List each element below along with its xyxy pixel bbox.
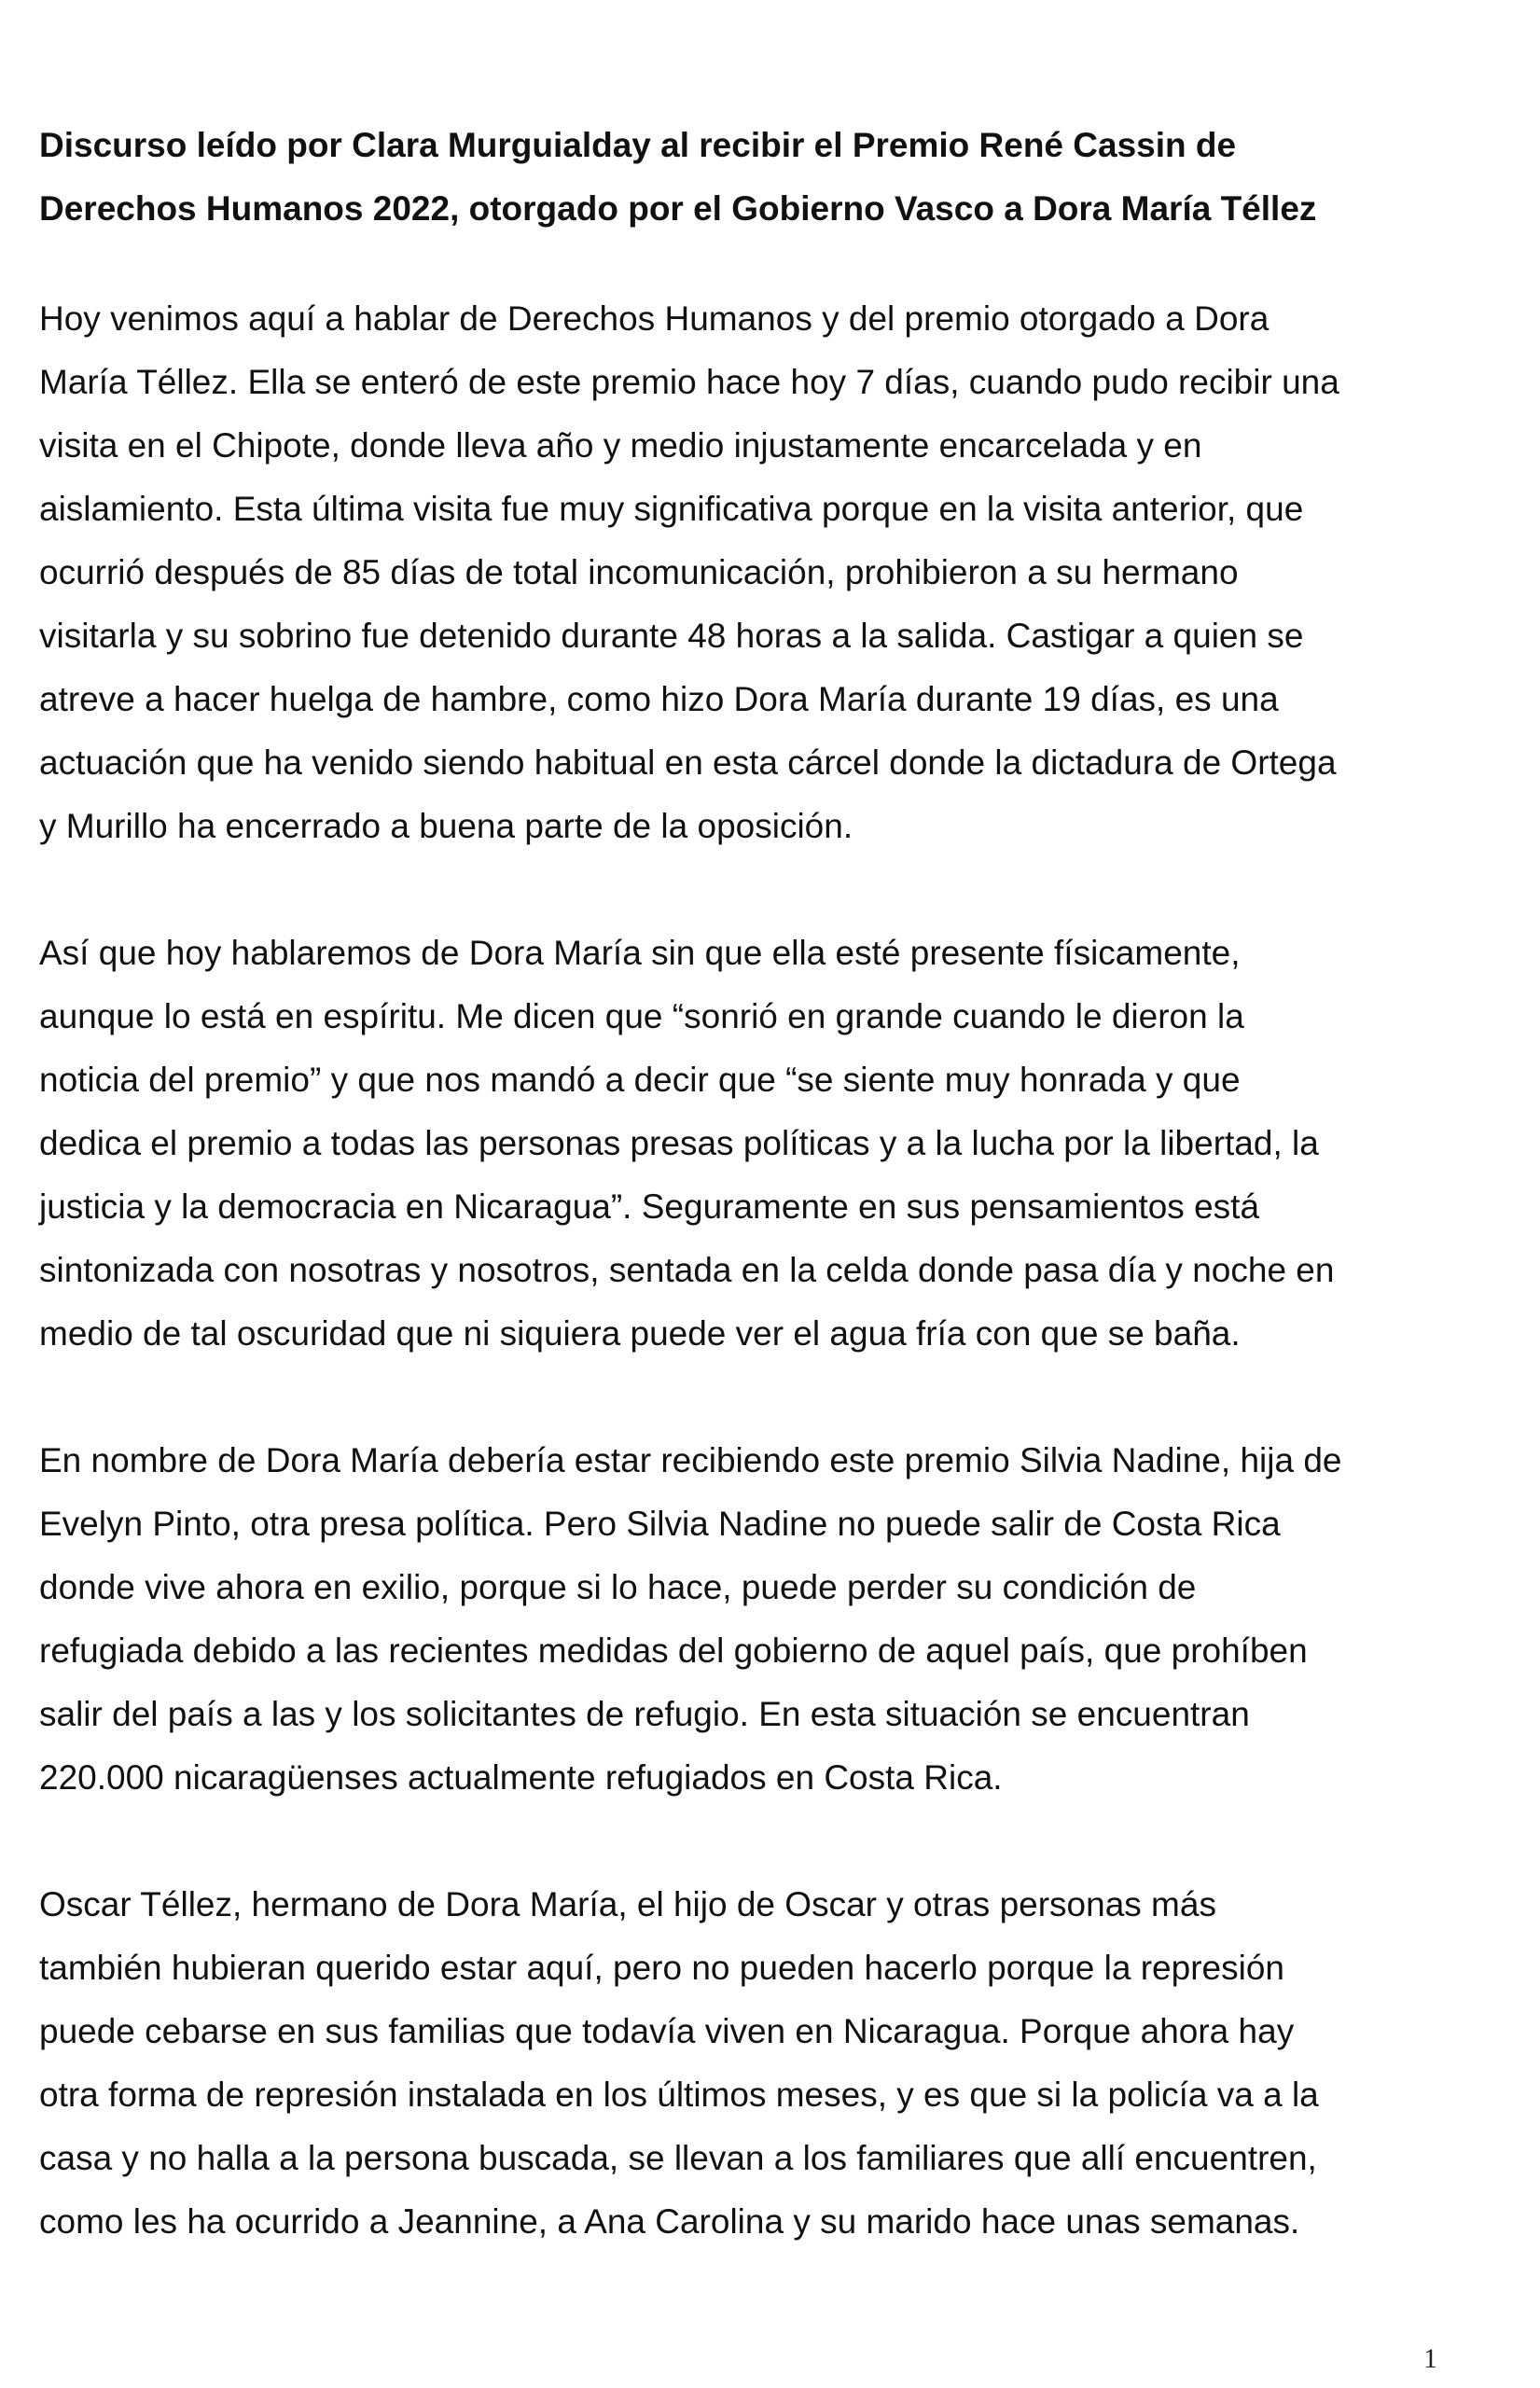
paragraph xyxy=(39,922,1476,1366)
paragraph xyxy=(39,287,1476,858)
paragraph-line: María Téllez. Ella se enteró de este premio hace hoy 7 días, cuando pudo recibir una xyxy=(39,363,1339,401)
paragraph-line: medio de tal oscuridad que ni siquiera puede ver el agua fría con que se baña. xyxy=(39,1314,1241,1353)
paragraphs xyxy=(39,287,1476,2254)
paragraph-line: como les ha ocurrido a Jeannine, a Ana Carolina y su marido hace unas semanas. xyxy=(39,2202,1300,2241)
paragraph xyxy=(39,1873,1476,2254)
paragraph-line: donde vive ahora en exilio, porque si lo hace, puede perder su condición de xyxy=(39,1568,1197,1606)
title-line: Discurso leído por Clara Murguialday al recibir el Premio René Cassin de xyxy=(39,126,1237,164)
paragraph-line: refugiada debido a las recientes medidas del gobierno de aquel país, que prohíben xyxy=(39,1631,1308,1670)
paragraph-line: Oscar Téllez, hermano de Dora María, el hijo de Oscar y otras personas más xyxy=(39,1885,1216,1923)
paragraph xyxy=(39,1429,1476,1810)
paragraph-line: otra forma de represión instalada en los últimos meses, y es que si la policía va a la xyxy=(39,2076,1319,2114)
paragraph-line: Así que hoy hablaremos de Dora María sin que ella esté presente físicamente, xyxy=(39,934,1241,972)
paragraph-line: Evelyn Pinto, otra presa política. Pero Silvia Nadine no puede salir de Costa Rica xyxy=(39,1505,1281,1543)
document-title xyxy=(39,114,1476,241)
paragraph-line: noticia del premio” y que nos mandó a decir que “se siente muy honrada y que xyxy=(39,1061,1241,1099)
paragraph-line: puede cebarse en sus familias que todavía viven en Nicaragua. Porque ahora hay xyxy=(39,2012,1295,2050)
paragraph-line: En nombre de Dora María debería estar recibiendo este premio Silvia Nadine, hija de xyxy=(39,1441,1342,1479)
paragraph-line: casa y no halla a la persona buscada, se llevan a los familiares que allí encuentren, xyxy=(39,2139,1317,2177)
paragraph-line: actuación que ha venido siendo habitual en esta cárcel donde la dictadura de Ortega xyxy=(39,743,1337,782)
paragraph-line: aislamiento. Esta última visita fue muy significativa porque en la visita anterior, que xyxy=(39,490,1304,528)
paragraph-line: atreve a hacer huelga de hambre, como hizo Dora María durante 19 días, es una xyxy=(39,680,1279,718)
paragraph-line: y Murillo ha encerrado a buena parte de la oposición. xyxy=(39,807,853,845)
document-body xyxy=(39,114,1476,2317)
paragraph-line: dedica el premio a todas las personas presas políticas y a la lucha por la libertad, la xyxy=(39,1124,1319,1162)
paragraph-line: visita en el Chipote, donde lleva año y medio injustamente encarcelada y en xyxy=(39,426,1202,465)
paragraph-line: Hoy venimos aquí a hablar de Derechos Humanos y del premio otorgado a Dora xyxy=(39,299,1269,338)
paragraph-line: justicia y la democracia en Nicaragua”. Seguramente en sus pensamientos está xyxy=(39,1187,1260,1226)
paragraph-line: visitarla y su sobrino fue detenido durante 48 horas a la salida. Castigar a quien se xyxy=(39,617,1304,655)
paragraph-line: 220.000 nicaragüenses actualmente refugiados en Costa Rica. xyxy=(39,1758,1003,1797)
paragraph-line: sintonizada con nosotras y nosotros, sentada en la celda donde pasa día y noche en xyxy=(39,1251,1335,1289)
paragraph-line: aunque lo está en espíritu. Me dicen que “sonrió en grande cuando le dieron la xyxy=(39,997,1244,1035)
paragraph-line: salir del país a las y los solicitantes de refugio. En esta situación se encuentran xyxy=(39,1695,1250,1733)
page-number: 1 xyxy=(1423,2343,1437,2374)
title-line: Derechos Humanos 2022, otorgado por el Gobierno Vasco a Dora María Téllez xyxy=(39,189,1317,228)
paragraph-line: ocurrió después de 85 días de total incomunicación, prohibieron a su hermano xyxy=(39,553,1239,591)
paragraph-line: también hubieran querido estar aquí, pero no pueden hacerlo porque la represión xyxy=(39,1949,1284,1987)
